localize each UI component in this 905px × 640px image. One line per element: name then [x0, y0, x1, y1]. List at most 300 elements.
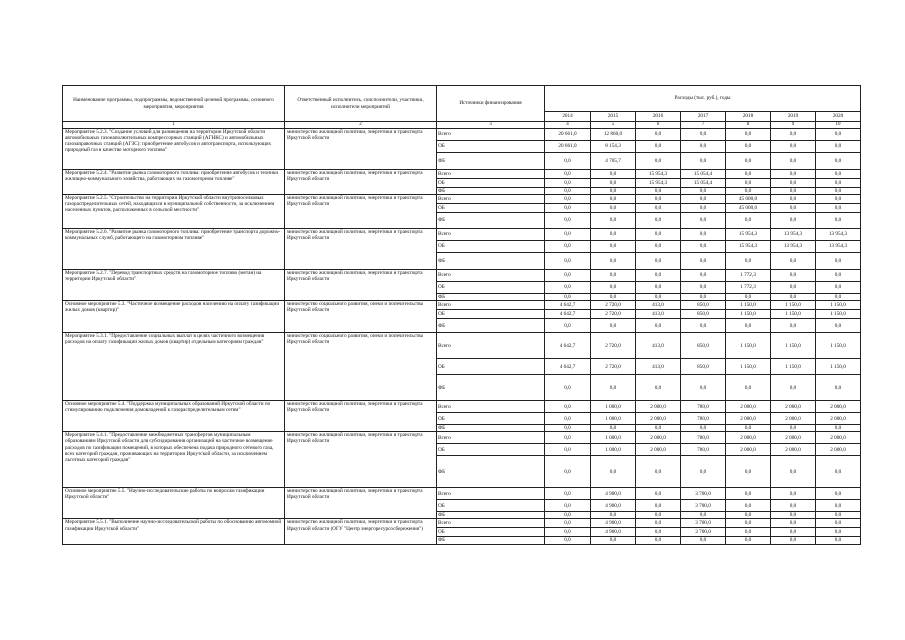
table-row: [63, 432, 861, 444]
source-column-header: Источники финансирования: [437, 86, 545, 122]
table-row: [63, 270, 861, 282]
responsible-executor: министерство социального развития, опеки и попечительства Иркутской области: [285, 301, 437, 333]
expense-value: 0,0: [771, 488, 816, 500]
expense-value: 15 054,4: [681, 178, 726, 187]
column-index: 4: [545, 122, 591, 129]
measure-name: Мероприятие 5.2.6. "Развитие рынка газомоторного топлива: приобретение транспорта дорожно-коммунальных служб, работающего на газомоторном топливе": [63, 229, 285, 270]
expense-value: 0,0: [726, 456, 771, 488]
expense-value: 0,0: [726, 128, 771, 140]
funding-source: ОБ: [437, 140, 545, 152]
responsible-executor: министерство жилищной политики, энергетики и транспорта Иркутской области: [285, 270, 437, 301]
expense-value: 13 954,3: [816, 241, 861, 253]
expense-value: 0,0: [636, 425, 681, 432]
year-header: 2016: [636, 112, 681, 122]
expense-value: 0,0: [726, 500, 771, 512]
expense-value: 3 700,0: [681, 519, 726, 528]
expense-value: 0,0: [681, 319, 726, 333]
expense-value: 0,0: [816, 456, 861, 488]
funding-source: ОБ: [437, 178, 545, 187]
expense-value: 0,0: [816, 178, 861, 187]
expense-value: 0,0: [771, 204, 816, 213]
expense-value: 1 772,3: [726, 282, 771, 294]
expense-value: 0,0: [636, 537, 681, 544]
expense-value: 1 150,0: [816, 310, 861, 319]
expense-value: 0,0: [591, 195, 636, 204]
expense-value: 0,0: [726, 528, 771, 537]
funding-source: Всего: [437, 128, 545, 140]
funding-source: ОБ: [437, 282, 545, 294]
expense-value: 780,0: [681, 432, 726, 444]
expenses-table: [62, 85, 861, 545]
expense-value: 0,0: [591, 187, 636, 194]
expense-value: 12 860,0: [591, 128, 636, 140]
expense-value: 0,0: [636, 140, 681, 152]
table-row: [63, 488, 861, 500]
expense-value: 0,0: [681, 456, 726, 488]
expense-value: 0,0: [591, 178, 636, 187]
column-index: 1: [63, 122, 285, 129]
funding-source: ФБ: [437, 375, 545, 401]
column-index: 5: [591, 122, 636, 129]
expense-value: 1 000,0: [591, 401, 636, 413]
expense-value: 0,0: [545, 319, 591, 333]
expense-value: 0,0: [726, 488, 771, 500]
expenses-column-header: Расходы (тыс. руб.), годы: [545, 86, 861, 112]
responsible-executor: министерство жилищной политики, энергетики и транспорта Иркутской области: [285, 195, 437, 229]
expense-value: 0,0: [816, 488, 861, 500]
expense-value: 0,0: [726, 425, 771, 432]
expense-value: 0,0: [816, 528, 861, 537]
expense-value: 0,0: [816, 519, 861, 528]
expense-value: 0,0: [545, 413, 591, 425]
expense-value: 0,0: [816, 195, 861, 204]
expense-value: 4 705,7: [591, 152, 636, 169]
expense-value: 0,0: [636, 512, 681, 519]
measure-name: Мероприятие 5.2.3. "Создание условий для размещения на территории Иркутской области автомобильных газонаполнительных компрессорных станций (АГНКС) и автомобильных газозаправочных станций (АГЗС): приобретение автобусов и автотранспорта, использующих природный газ в качестве моторного топлива": [63, 128, 285, 169]
expense-value: 0,0: [591, 294, 636, 301]
expense-value: 4 900,0: [591, 500, 636, 512]
funding-source: ОБ: [437, 413, 545, 425]
funding-source: ФБ: [437, 187, 545, 194]
expense-value: 0,0: [591, 537, 636, 544]
expense-value: 0,0: [816, 319, 861, 333]
funding-source: ФБ: [437, 425, 545, 432]
expense-value: 0,0: [636, 375, 681, 401]
expense-value: 2 000,0: [771, 401, 816, 413]
expense-value: 0,0: [771, 537, 816, 544]
expense-value: 20 661,0: [545, 140, 591, 152]
expense-value: 4 642,7: [545, 359, 591, 375]
expense-value: 0,0: [591, 456, 636, 488]
measure-name: Мероприятие 5.2.7. "Перевод транспортных средств на газомоторное топливо (метан) на территории Иркутской области": [63, 270, 285, 301]
expense-value: 413,0: [636, 359, 681, 375]
funding-source: Всего: [437, 432, 545, 444]
expense-value: 0,0: [681, 229, 726, 241]
expense-value: 8 154,3: [591, 140, 636, 152]
funding-source: ФБ: [437, 537, 545, 544]
expense-value: 2 000,0: [726, 432, 771, 444]
expense-value: 1 150,0: [726, 333, 771, 359]
column-index: 3: [437, 122, 545, 129]
expense-value: 0,0: [545, 253, 591, 270]
expense-value: 850,0: [681, 359, 726, 375]
expense-value: 0,0: [771, 319, 816, 333]
expense-value: 0,0: [545, 456, 591, 488]
expense-value: 0,0: [545, 229, 591, 241]
measure-name: Мероприятие 5.2.4. "Развитие рынка газомоторного топлива: приобретение автобусов и техники жилищно-коммунального хозяйства, работающих на газомоторном топливе": [63, 169, 285, 194]
expense-value: 0,0: [636, 128, 681, 140]
expense-value: 0,0: [545, 241, 591, 253]
expense-value: 0,0: [545, 488, 591, 500]
expense-value: 413,0: [636, 310, 681, 319]
column-index: 6: [636, 122, 681, 129]
expense-value: 1 150,0: [771, 359, 816, 375]
expense-value: 0,0: [681, 294, 726, 301]
expense-value: 0,0: [545, 432, 591, 444]
expense-value: 15 054,4: [681, 169, 726, 178]
expense-value: 2 720,0: [591, 310, 636, 319]
program-column-header: Наименование программы, подпрограммы, ведомственной целевой программы, основного мероприятия, мероприятия: [63, 86, 285, 122]
expense-value: 0,0: [771, 128, 816, 140]
expense-value: 0,0: [726, 253, 771, 270]
expense-value: 0,0: [816, 294, 861, 301]
expense-value: 0,0: [681, 152, 726, 169]
expense-value: 15 954,3: [726, 229, 771, 241]
responsible-executor: министерство жилищной политики, энергетики и транспорта Иркутской области: [285, 401, 437, 432]
expense-value: 1 150,0: [771, 301, 816, 310]
expense-value: 0,0: [771, 253, 816, 270]
expense-value: 0,0: [681, 241, 726, 253]
expense-value: 0,0: [771, 512, 816, 519]
expense-value: 0,0: [816, 140, 861, 152]
expense-value: 0,0: [636, 270, 681, 282]
expense-value: 4 900,0: [591, 528, 636, 537]
expense-value: 0,0: [545, 282, 591, 294]
expense-value: 0,0: [545, 401, 591, 413]
funding-source: ФБ: [437, 152, 545, 169]
expense-value: 0,0: [816, 425, 861, 432]
expense-value: 0,0: [816, 270, 861, 282]
expense-value: 0,0: [681, 204, 726, 213]
expense-value: 0,0: [816, 187, 861, 194]
expense-value: 0,0: [591, 241, 636, 253]
table-row: [63, 169, 861, 178]
expense-value: 850,0: [681, 333, 726, 359]
expense-value: 0,0: [816, 169, 861, 178]
expense-value: 0,0: [681, 270, 726, 282]
year-header: 2018: [726, 112, 771, 122]
expense-value: 4 900,0: [591, 488, 636, 500]
column-index: 2: [285, 122, 437, 129]
funding-source: ОБ: [437, 444, 545, 456]
expense-value: 3 700,0: [681, 488, 726, 500]
expense-value: 45 000,0: [726, 204, 771, 213]
year-header: 2015: [591, 112, 636, 122]
expense-value: 0,0: [726, 375, 771, 401]
expense-value: 1 000,0: [591, 413, 636, 425]
expense-value: 0,0: [816, 375, 861, 401]
expense-value: 0,0: [726, 294, 771, 301]
table-row: [63, 301, 861, 310]
funding-source: Всего: [437, 195, 545, 204]
expense-value: 0,0: [771, 500, 816, 512]
expense-value: 0,0: [726, 140, 771, 152]
year-header: 2014: [545, 112, 591, 122]
expense-value: 0,0: [771, 152, 816, 169]
expense-value: 413,0: [636, 333, 681, 359]
expense-value: 4 642,7: [545, 301, 591, 310]
expense-value: 15 954,3: [636, 178, 681, 187]
measure-name: Мероприятие 5.3.1. "Предоставление социальных выплат в целях частичного возмещения расходов на оплату газификации жилых домов (квартир) отдельным категориям граждан": [63, 333, 285, 401]
funding-source: Всего: [437, 169, 545, 178]
funding-source: ФБ: [437, 213, 545, 229]
table-row: [63, 229, 861, 241]
funding-source: Всего: [437, 519, 545, 528]
expense-value: 780,0: [681, 413, 726, 425]
expense-value: 1 150,0: [726, 301, 771, 310]
expense-value: 0,0: [816, 512, 861, 519]
expense-value: 0,0: [816, 213, 861, 229]
expense-value: 0,0: [591, 169, 636, 178]
expense-value: 0,0: [591, 204, 636, 213]
expense-value: 2 720,0: [591, 333, 636, 359]
table-row: [63, 195, 861, 204]
expense-value: 0,0: [636, 294, 681, 301]
expense-value: 0,0: [771, 519, 816, 528]
expense-value: 2 000,0: [726, 413, 771, 425]
expense-value: 2 000,0: [636, 401, 681, 413]
expense-value: 0,0: [726, 169, 771, 178]
expense-value: 0,0: [771, 187, 816, 194]
expense-value: 0,0: [771, 528, 816, 537]
funding-source: Всего: [437, 270, 545, 282]
funding-source: Всего: [437, 488, 545, 500]
expense-value: 0,0: [726, 187, 771, 194]
expense-value: 0,0: [816, 152, 861, 169]
expense-value: 0,0: [636, 500, 681, 512]
funding-source: ФБ: [437, 319, 545, 333]
expense-value: 0,0: [816, 282, 861, 294]
table-row: [63, 333, 861, 359]
responsible-executor: министерство социального развития, опеки и попечительства Иркутской области: [285, 333, 437, 401]
expense-value: 1 772,3: [726, 270, 771, 282]
measure-name: Основное мероприятие 5.4. "Поддержка муниципальных образований Иркутской области по стимулированию подключения домовладений к газораспределительным сетям": [63, 401, 285, 432]
expense-value: 2 720,0: [591, 301, 636, 310]
expense-value: 0,0: [591, 229, 636, 241]
funding-source: ОБ: [437, 359, 545, 375]
expense-value: 0,0: [591, 425, 636, 432]
funding-source: ОБ: [437, 528, 545, 537]
funding-source: Всего: [437, 229, 545, 241]
expense-value: 13 954,3: [771, 241, 816, 253]
funding-source: ОБ: [437, 204, 545, 213]
expense-value: 13 954,3: [816, 229, 861, 241]
expense-value: 0,0: [681, 140, 726, 152]
funding-source: ФБ: [437, 512, 545, 519]
responsible-executor: министерство жилищной политики, энергетики и транспорта Иркутской области: [285, 432, 437, 488]
expense-value: 1 150,0: [816, 301, 861, 310]
expense-value: 1 150,0: [816, 333, 861, 359]
responsible-executor: министерство жилищной политики, энергетики и транспорта Иркутской области (ОГУ "Центр энергоресурсосбережения"): [285, 519, 437, 544]
expense-value: 2 000,0: [771, 444, 816, 456]
expense-value: 0,0: [681, 512, 726, 519]
expense-value: 15 954,3: [636, 169, 681, 178]
expense-value: 0,0: [591, 512, 636, 519]
measure-name: Мероприятие 5.5.1. "Выполнение научно-исследовательской работы по обоснованию автономной газификации Иркутской области": [63, 519, 285, 544]
expense-value: 0,0: [681, 128, 726, 140]
expense-value: 0,0: [771, 282, 816, 294]
expense-value: 0,0: [591, 253, 636, 270]
expense-value: 0,0: [545, 528, 591, 537]
expense-value: 3 700,0: [681, 500, 726, 512]
table-row: [63, 128, 861, 140]
expense-value: 0,0: [591, 319, 636, 333]
expense-value: 0,0: [726, 178, 771, 187]
expense-value: 1 150,0: [726, 359, 771, 375]
expense-value: 0,0: [545, 213, 591, 229]
expense-value: 0,0: [726, 537, 771, 544]
expense-value: 0,0: [726, 519, 771, 528]
expense-value: 4 642,7: [545, 310, 591, 319]
expense-value: 0,0: [636, 528, 681, 537]
expense-value: 2 000,0: [726, 444, 771, 456]
expense-value: 0,0: [816, 253, 861, 270]
expense-value: 0,0: [545, 169, 591, 178]
expense-value: 0,0: [681, 425, 726, 432]
expense-value: 0,0: [771, 270, 816, 282]
expense-value: 0,0: [771, 140, 816, 152]
expense-value: 0,0: [636, 253, 681, 270]
table-body: [63, 128, 861, 544]
expense-value: 0,0: [545, 178, 591, 187]
column-index: 7: [681, 122, 726, 129]
funding-source: ОБ: [437, 310, 545, 319]
expense-value: 2 000,0: [636, 444, 681, 456]
expense-value: 0,0: [545, 187, 591, 194]
expense-value: 0,0: [636, 241, 681, 253]
funding-source: Всего: [437, 401, 545, 413]
expense-value: 0,0: [816, 128, 861, 140]
expense-value: 0,0: [771, 178, 816, 187]
expense-value: 2 000,0: [636, 432, 681, 444]
expense-value: 2 000,0: [771, 413, 816, 425]
expense-value: 850,0: [681, 301, 726, 310]
column-index: 8: [726, 122, 771, 129]
expense-value: 0,0: [591, 270, 636, 282]
expense-value: 0,0: [771, 425, 816, 432]
funding-source: Всего: [437, 301, 545, 310]
expense-value: 0,0: [681, 213, 726, 229]
expense-value: 0,0: [636, 519, 681, 528]
funding-source: Всего: [437, 333, 545, 359]
year-header: 2019: [771, 112, 816, 122]
expense-value: 0,0: [636, 204, 681, 213]
expense-value: 1 150,0: [816, 359, 861, 375]
expense-value: 2 000,0: [771, 432, 816, 444]
expense-value: 1 000,0: [591, 444, 636, 456]
expense-value: 2 000,0: [726, 401, 771, 413]
expense-value: 0,0: [816, 500, 861, 512]
measure-name: Мероприятие 5.2.5. "Строительство на территории Иркутской области внутрипоселковых газораспределительных сетей, находящихся в муниципальной собственности, за исключением населенных пунктов, расположенных в сельской местности": [63, 195, 285, 229]
expense-value: 20 661,0: [545, 128, 591, 140]
expense-value: 0,0: [771, 195, 816, 204]
expense-value: 15 954,3: [726, 241, 771, 253]
expense-value: 850,0: [681, 310, 726, 319]
expense-value: 0,0: [545, 425, 591, 432]
expense-value: 0,0: [591, 375, 636, 401]
expense-value: 0,0: [636, 213, 681, 229]
expense-value: 0,0: [636, 229, 681, 241]
expense-value: 0,0: [771, 456, 816, 488]
expense-value: 0,0: [545, 204, 591, 213]
expense-value: 0,0: [545, 152, 591, 169]
expense-value: 0,0: [681, 282, 726, 294]
funding-source: ФБ: [437, 456, 545, 488]
column-index: 10: [816, 122, 861, 129]
expense-value: 2 000,0: [636, 413, 681, 425]
expense-value: 0,0: [771, 169, 816, 178]
column-index: 9: [771, 122, 816, 129]
expense-value: 0,0: [636, 152, 681, 169]
expense-value: 0,0: [771, 213, 816, 229]
expense-value: 0,0: [545, 500, 591, 512]
expense-value: 45 000,0: [726, 195, 771, 204]
expense-value: 0,0: [636, 456, 681, 488]
responsible-executor: министерство жилищной политики, энергетики и транспорта Иркутской области: [285, 128, 437, 169]
expense-value: 0,0: [771, 294, 816, 301]
expense-value: 0,0: [545, 519, 591, 528]
expense-value: 0,0: [726, 213, 771, 229]
expense-value: 2 000,0: [816, 444, 861, 456]
expense-value: 0,0: [545, 270, 591, 282]
expense-value: 0,0: [816, 537, 861, 544]
funding-source: ФБ: [437, 253, 545, 270]
year-header: 2017: [681, 112, 726, 122]
expense-value: 0,0: [636, 282, 681, 294]
expense-value: 1 150,0: [771, 333, 816, 359]
year-header: 2020: [816, 112, 861, 122]
expense-value: 413,0: [636, 301, 681, 310]
expense-value: 0,0: [636, 187, 681, 194]
expense-value: 0,0: [681, 195, 726, 204]
responsible-executor: министерство жилищной политики, энергетики и транспорта Иркутской области: [285, 229, 437, 270]
measure-name: Мероприятие 5.4.1. "Предоставление межбюджетных трансфертов муниципальным образованиям Иркутской области для субсидирования организаций на частичное возмещение расходов по газификации помещений, в которых обеспечена подача природного сетевого газа, всех категорий граждан, проживающих на территории Иркутской области, за исключением льготных категорий граждан": [63, 432, 285, 488]
expense-value: 1 150,0: [771, 310, 816, 319]
expense-value: 0,0: [816, 204, 861, 213]
expense-value: 2 000,0: [816, 432, 861, 444]
expense-value: 0,0: [545, 375, 591, 401]
funding-source: ОБ: [437, 241, 545, 253]
expense-value: 0,0: [726, 512, 771, 519]
expense-value: 0,0: [726, 152, 771, 169]
expense-value: 0,0: [681, 375, 726, 401]
expense-value: 0,0: [545, 444, 591, 456]
expense-value: 4 900,0: [591, 519, 636, 528]
responsible-executor: министерство жилищной политики, энергетики и транспорта Иркутской области: [285, 488, 437, 519]
funding-source: ОБ: [437, 500, 545, 512]
expense-value: 0,0: [636, 195, 681, 204]
measure-name: Основное мероприятие 5.5. "Научно-исследовательские работы по вопросам газификации Иркутской области": [63, 488, 285, 519]
expense-value: 0,0: [545, 512, 591, 519]
expense-value: 0,0: [545, 195, 591, 204]
expense-value: 0,0: [591, 282, 636, 294]
expense-value: 0,0: [726, 319, 771, 333]
expense-value: 780,0: [681, 444, 726, 456]
responsible-column-header: Ответственный исполнитель, соисполнители, участники, исполнители мероприятий: [285, 86, 437, 122]
expense-value: 2 000,0: [816, 413, 861, 425]
expense-value: 3 700,0: [681, 528, 726, 537]
table-row: [63, 401, 861, 413]
